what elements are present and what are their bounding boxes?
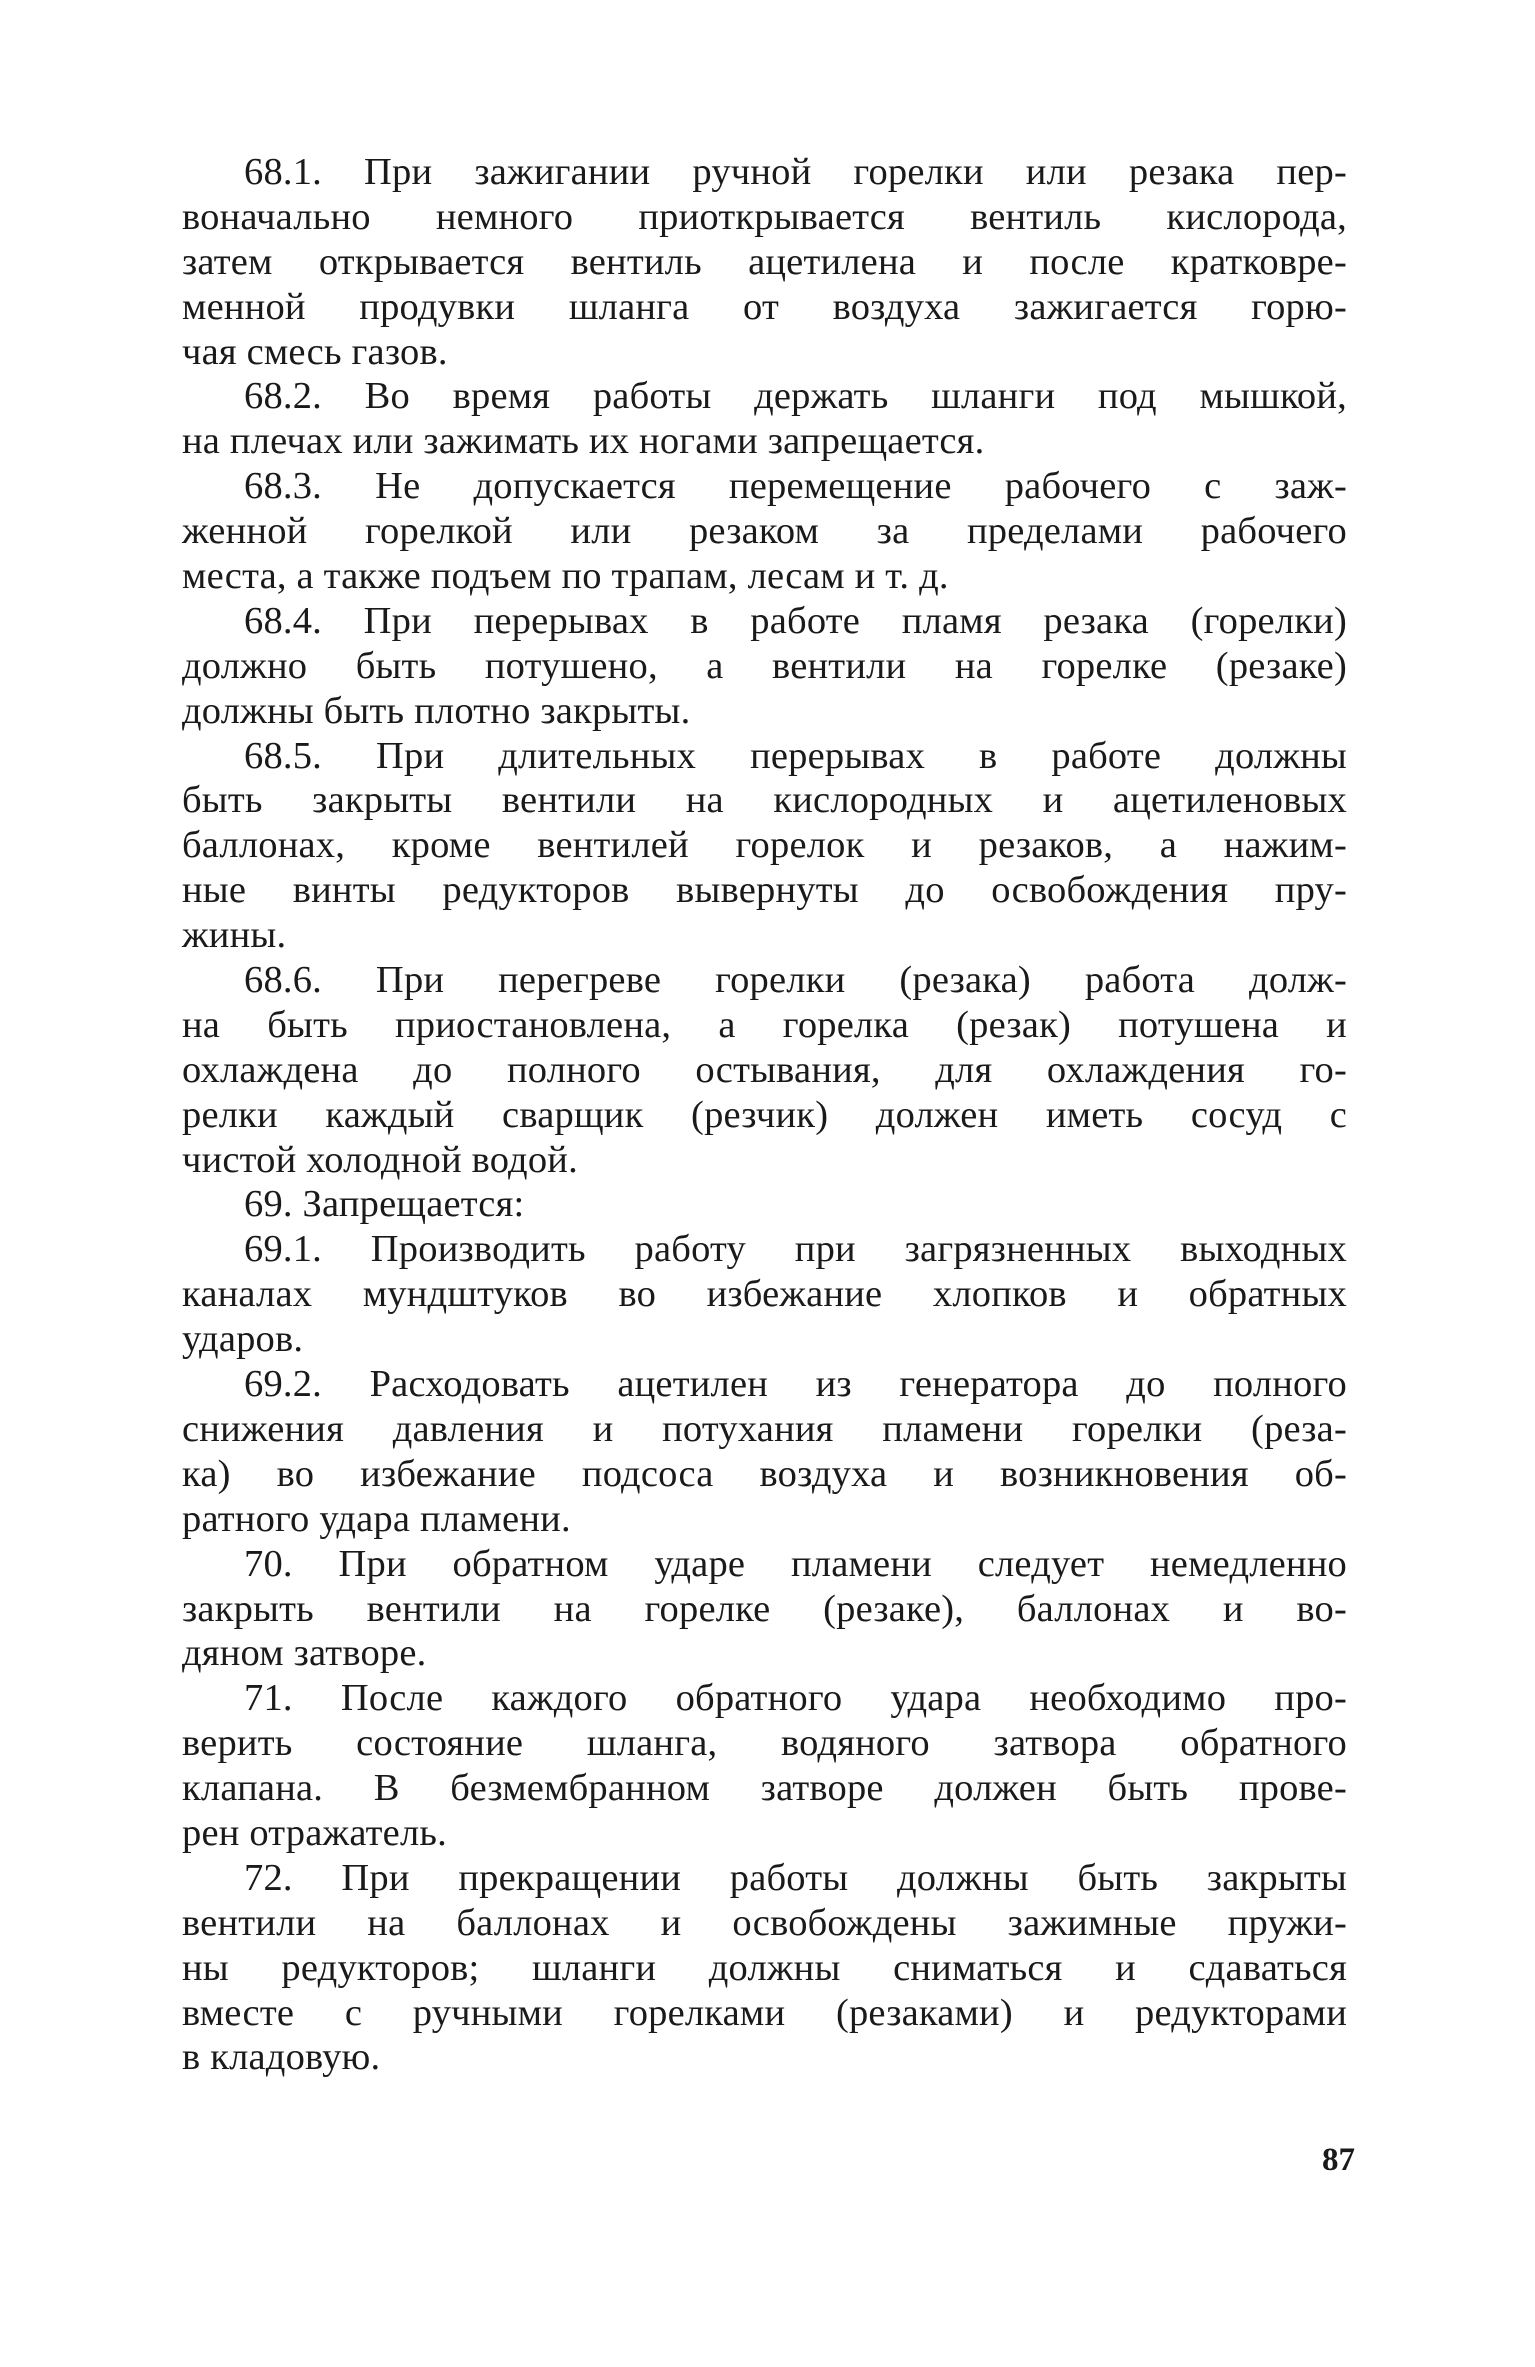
text-line: быть закрыты вентили на кислородных и ацетиленовых: [182, 779, 1347, 822]
text-line: 68.3. Не допускается перемещение рабочего с заж-: [244, 465, 1347, 508]
text-line: 68.2. Во время работы держать шланги под мышкой,: [244, 375, 1347, 418]
text-line: 68.6. При перегреве горелки (резака) работа долж-: [244, 959, 1347, 1002]
text-line: ны редукторов; шланги должны сниматься и сдаваться: [182, 1946, 1347, 1989]
text-line: каналах мундштуков во избежание хлопков и обратных: [182, 1273, 1347, 1316]
text-line: 72. При прекращении работы должны быть закрыты: [244, 1856, 1347, 1899]
text-line: воначально немного приоткрывается вентиль кислорода,: [182, 195, 1347, 238]
text-line: снижения давления и потухания пламени горелки (реза-: [182, 1407, 1347, 1450]
document-body: [182, 150, 1347, 2080]
text-line: ные винты редукторов вывернуты до освобождения пру-: [182, 869, 1347, 912]
text-line: затем открывается вентиль ацетилена и после кратковре-: [182, 240, 1347, 283]
text-line: вентили на баллонах и освобождены зажимные пружи-: [182, 1901, 1347, 1944]
text-line: должно быть потушено, а вентили на горелке (резаке): [182, 644, 1347, 687]
text-line: должны быть плотно закрыты.: [182, 689, 691, 732]
text-line: охлаждена до полного остывания, для охлаждения го-: [182, 1048, 1347, 1091]
text-line: баллонах, кроме вентилей горелок и резаков, а нажим-: [182, 824, 1347, 867]
text-line: 69.2. Расходовать ацетилен из генератора до полного: [244, 1363, 1347, 1406]
text-line: 68.1. При зажигании ручной горелки или резака пер-: [244, 151, 1347, 193]
text-line: ударов.: [182, 1318, 304, 1361]
text-line: места, а также подъем по трапам, лесам и т. д.: [182, 555, 949, 598]
text-line: вместе с ручными горелками (резаками) и редукторами: [182, 1991, 1347, 2034]
text-line: верить состояние шланга, водяного затвора обратного: [182, 1722, 1347, 1765]
text-line: 68.5. При длительных перерывах в работе должны: [244, 734, 1347, 777]
text-line: в кладовую.: [182, 2036, 381, 2079]
text-line: чистой холодной водой.: [182, 1138, 578, 1181]
text-line: клапана. В безмембранном затворе должен быть прове-: [182, 1767, 1347, 1810]
text-line: релки каждый сварщик (резчик) должен иметь сосуд с: [182, 1093, 1347, 1136]
text-line: ратного удара пламени.: [182, 1497, 571, 1540]
text-line: менной продувки шланга от воздуха зажигается горю-: [182, 285, 1347, 328]
text-line: на быть приостановлена, а горелка (резак) потушена и: [182, 1003, 1347, 1046]
text-line: 69.1. Производить работу при загрязненных выходных: [244, 1228, 1347, 1271]
text-line: на плечах или зажимать их ногами запрещается.: [182, 420, 985, 463]
text-line: ка) во избежание подсоса воздуха и возникновения об-: [182, 1452, 1347, 1495]
text-lines: [182, 150, 1347, 2080]
text-line: 68.4. При перерывах в работе пламя резака (горелки): [244, 599, 1347, 642]
text-line: закрыть вентили на горелке (резаке), баллонах и во-: [182, 1587, 1347, 1630]
text-line: дяном затворе.: [182, 1632, 427, 1675]
text-line: жины.: [182, 914, 287, 957]
text-line: чая смесь газов.: [182, 330, 448, 373]
text-line: женной горелкой или резаком за пределами рабочего: [182, 510, 1347, 553]
text-line: рен отражатель.: [182, 1811, 447, 1854]
text-line: 70. При обратном ударе пламени следует немедленно: [244, 1542, 1347, 1585]
page-number: 87: [1322, 2142, 1355, 2178]
text-line: 71. После каждого обратного удара необходимо про-: [244, 1677, 1347, 1720]
text-line: 69. Запрещается:: [244, 1183, 525, 1226]
